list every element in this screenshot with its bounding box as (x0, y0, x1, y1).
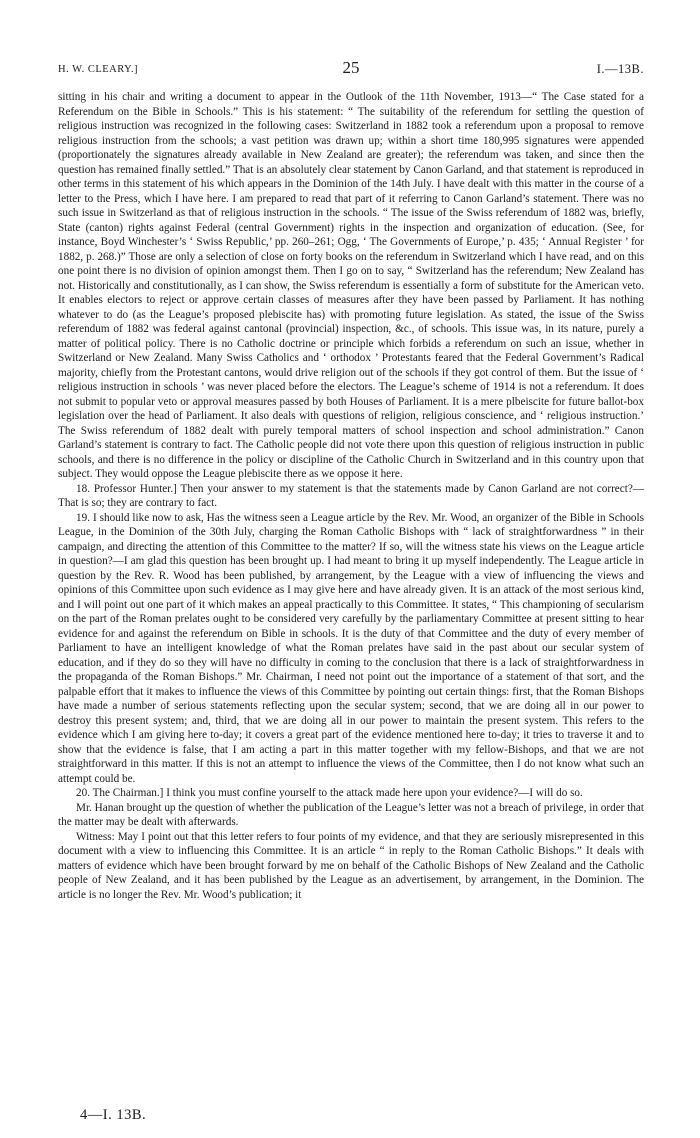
paragraph-witness: Witness: May I point out that this letter refers to four points of my evidence, and that they are seriously misrepresented in this document with a view to influencing this Committee. It is an article “ in reply to the Roman Catholic Bishops.” It deals with matters of evidence which have been brought forward by me on behalf of the Catholic Bishops of New Zealand and the Catholic people of New Zealand, and it has been published by the League as an advertisement, by arrangement, in the Dominion. The article is no longer the Rev. Mr. Wood’s publication; it (58, 830, 644, 901)
body-text (58, 90, 644, 902)
paragraph-q19: 19. I should like now to ask, Has the witness seen a League article by the Rev. Mr. Wood, an organizer of the Bible in Schools League, in the Dominion of the 30th July, charging the Roman Catholic Bishops with “ lack of straightforwardness ” in their campaign, and directing the attention of this Committee to the matter? If so, will the witness state his views on the League article in question?—I am glad this question has been brought up. I had meant to bring it up myself independently. The League article in question by the Rev. R. Wood has been published, by arrangement, by the League with a view of influencing the views and opinions of this Committee upon such evidence as I may give here and have already given. It is an attack of the most serious kind, and I will point out one part of it which makes an appeal practically to this Committee. It states, “ This championing of secularism on the part of the Roman prelates ought to be considered very carefully by the parliamentary Committee at present sitting to hear evidence for and against the referendum on Bible in schools. It is the duty of that Committee and the duty of every member of Parliament to have an intelligent knowledge of what the Roman prelates have said in the past about our secular system of education, and if they do so they will have no difficulty in coming to the conclusion that there is a lack of straightforwardness in the propaganda of the Roman Bishops.” Mr. Chairman, I need not point out the importance of a statement of that sort, and the palpable effort that it makes to influence the views of this Committee by pointing out certain things: first, that the Roman Bishops have made a number of serious statements reflecting upon the secular system; second, that we are doing all in our power to destroy this present system; and, third, that we are doing all in our power to maintain the present system. This refers to the evidence which I am giving here to-day; it covers a great part of the evidence mentioned here to-day; it tries to traverse it and to show that the evidence is false, that I am acting a part in this matter together with my fellow-Bishops, and that we are not straightforward in this matter. If this is not an attempt to influence the views of the Committee, then I do not know what such an attempt could be. (58, 511, 644, 785)
paragraph-continued: sitting in his chair and writing a document to appear in the Outlook of the 11th November, 1913—“ The Case stated for a Referendum on the Bible in Schools.” This is his statement: “ The suitability of the referendum for settling the question of religious instruction was recognized in the following cases: Switzerland in 1882 took a referendum upon a proposal to remove religious instruction from the schools; a vast petition was drawn up; within a short time 180,995 signatures were appended (proportionately the signatures already available in New Zealand are greater); the referendum was taken, and since then the question has remained finally settled.” That is an absolutely clear statement by Canon Garland, and that statement is reproduced in other terms in this statement of his which appears in the Dominion of the 14th July. I have dealt with this matter in the course of a letter to the Press, which I have here. I am prepared to read that part of it referring to Canon Garland’s statement. There was no such issue in Switzerland as that of religious instruction in the schools. “ The issue of the Swiss referendum of 1882 was, briefly, State (canton) rights against Federal (central Government) rights in the inspection and organization of education. (See, for instance, Boyd Winchester’s ‘ Swiss Republic,’ pp. 260–261; Ogg, ‘ The Governments of Europe,’ p. 435; ‘ Annual Register ’ for 1882, p. 268.)” Those are only a selection of close on forty books on the referendum in Switzerland which I have read, and on this one point there is no division of opinion amongst them. Then I go on to say, “ Switzerland has the referendum; New Zealand has not. Historically and constitutionally, as I can show, the Swiss referendum is essentially a form of substitute for the American veto. It enables electors to reject or approve certain classes of measures after they have been passed by Parliament. It has nothing whatever to do (as the League’s proposed plebiscite has) with promoting future legislation. As stated, the issue of the Swiss referendum of 1882 was federal against cantonal (provincial) inspection, &c., of schools. This issue was, in its nature, purely a matter of political policy. There is no Catholic doctrine or principle which forbids a referendum on such an issue, whether in Switzerland or New Zealand. Many Swiss Catholics and ‘ orthodox ’ Protestants feared that the Federal Government’s Radical majority, chiefly from the Protestant cantons, would drive religion out of the schools if they got control of them. But the issue of ‘ religious instruction in schools ’ was never placed before the electors. The League’s scheme of 1914 is not a referendum. It does not submit to popular veto or approval measures passed by both Houses of Parliament. It is a mere plbeiscite for future ballot-box legislation over the head of Parliament. It also deals with questions of religion, religious conscience, and ‘ religious instruction.’ The Swiss referendum of 1882 dealt with purely temporal matters of school inspection and school administration.” Canon Garland’s statement is contrary to fact. The Catholic people did not vote there upon this question of religious instruction in public schools, and there is no difference in the policy or discipline of the Catholic Church in Switzerland and in this country upon that subject. They would oppose the League plebiscite there as we oppose it here. (58, 91, 644, 480)
header-author: H. W. CLEARY.] (58, 64, 139, 75)
paragraph-q20: 20. The Chairman.] I think you must confine yourself to the attack made here upon your evidence?—I will do so. (76, 787, 583, 799)
page-header (58, 58, 644, 80)
header-reference: I.—13B. (596, 62, 644, 76)
paragraph-q18: 18. Professor Hunter.] Then your answer to my statement is that the statements made by Canon Garland are not correct?—That is so; they are contrary to fact. (58, 482, 644, 509)
paragraph-hanan: Mr. Hanan brought up the question of whether the publication of the League’s letter was not a breach of privilege, in order that the matter may be dealt with afterwards. (58, 801, 644, 828)
header-page-number: 25 (342, 58, 360, 77)
page-footer: 4—I. 13B. (80, 1107, 147, 1123)
